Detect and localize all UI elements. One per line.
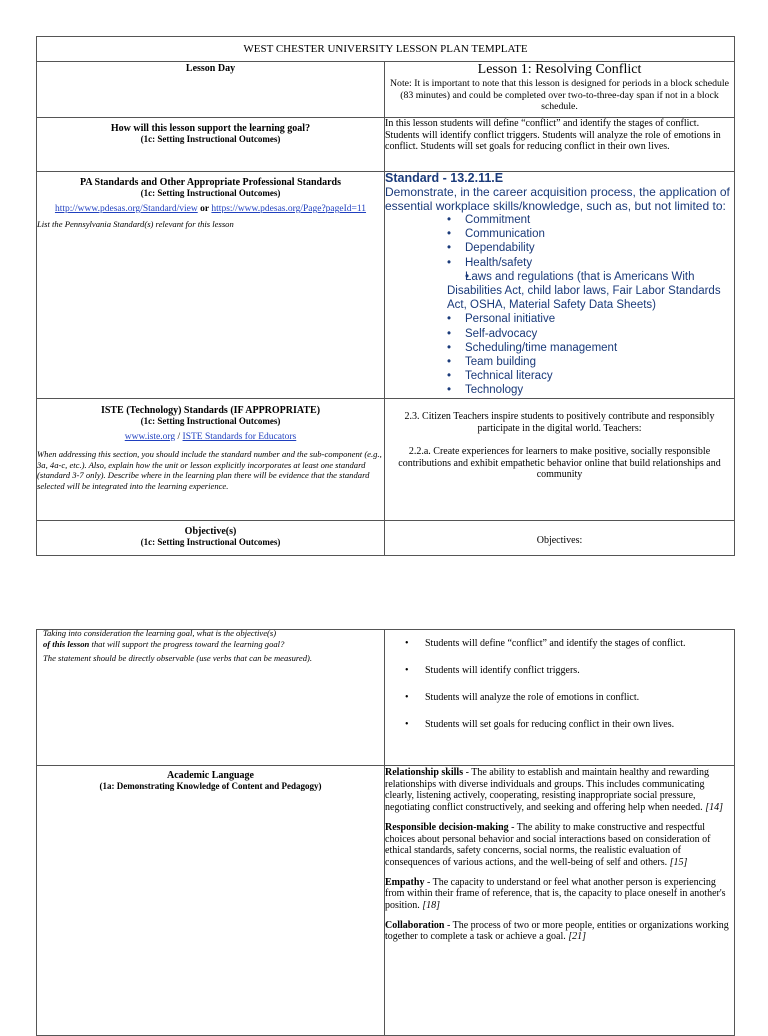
lesson-plan-table-page-2 <box>36 629 735 1036</box>
objectives-heading: Objectives: <box>536 535 583 547</box>
pa-standards-label: PA Standards and Other Appropriate Professional Standards <box>80 177 341 188</box>
academic-language-sub: (1a: Demonstrating Knowledge of Content and Pedagogy) <box>99 781 322 791</box>
iste-links <box>37 432 384 443</box>
academic-language-label: Academic Language <box>167 770 254 781</box>
term-name: Collaboration <box>385 919 445 931</box>
table-title: WEST CHESTER UNIVERSITY LESSON PLAN TEMPLATE <box>37 37 735 62</box>
iste-org-link[interactable]: www.iste.org <box>124 432 176 442</box>
standard-description: Demonstrate, in the career acquisition process, the application of essential workplace skills/knowledge, such as, but not limited to: <box>385 185 730 213</box>
workplace-skills-list <box>385 213 734 398</box>
lesson-note: Note: It is important to note that this lesson is designed for periods in a block schedule (83 minutes) and could be completed over two-to-three-day span if not in a block schedule. <box>389 78 730 112</box>
objectives-label-cell <box>37 521 385 556</box>
term-reference: [18] <box>422 900 441 912</box>
term-definition: - The ability to establish and maintain healthy and rewarding relationships with diverse individuals and groups. This includes communicating clearly, listening actively, cooperating, resisting inappropriate social pressure, negotiating conflict constructively, and seeking and offering help when needed. <box>385 767 709 814</box>
pa-standards-sub: (1c: Setting Instructional Outcomes) <box>140 188 281 198</box>
iste-content-cell <box>385 399 735 521</box>
list-item: • Technology <box>465 383 734 397</box>
term-definition: - The process of two or more people, entities or organizations working together to complete a task or achieve a goal. <box>385 919 729 943</box>
pa-standards-label-cell <box>37 172 385 399</box>
objectives-sub: (1c: Setting Instructional Outcomes) <box>140 537 281 547</box>
lesson-title: Lesson 1: Resolving Conflict <box>477 62 642 77</box>
objective-prompt-line-2: that will support the progress toward the learning goal? <box>89 638 285 649</box>
term-relationship-skills <box>385 767 734 814</box>
objective-prompt <box>43 628 378 649</box>
lesson-day-label: Lesson Day <box>185 63 236 74</box>
iste-label: ISTE (Technology) Standards (IF APPROPRIATE) <box>100 405 321 416</box>
iste-note: When addressing this section, you should include the standard number and the sub-component (e.g., 3a, 4a-c, etc.). Also, explain how the unit or lesson explicitly incorporates at least one standard (standard 3-7 only). Describe where in the learning plan there will be evidence that the standard selected will be integrated into the learning experience. <box>37 449 382 491</box>
list-item: • Health/safety <box>465 256 734 270</box>
objective-prompt-measurable: The statement should be directly observable (use verbs that can be measured). <box>43 653 313 663</box>
pdesas-page-link[interactable]: https://www.pdesas.org/Page?pageId=11 <box>211 204 367 214</box>
list-item: • Personal initiative <box>465 312 734 326</box>
list-item: • Commitment <box>465 213 734 227</box>
objective-prompt-line-1: Taking into consideration the learning goal, what is the objective(s) <box>43 628 277 638</box>
or-text: or <box>200 204 210 214</box>
list-item: • Students will identify conflict triggers. <box>405 665 734 677</box>
iste-standards-link[interactable]: ISTE Standards for Educators <box>182 432 297 442</box>
list-item: • Laws and regulations (that is Americans With Disabilities Act, child labor laws, Fair Labor Standards Act, OSHA, Material Safety Data Sheets) <box>447 270 734 313</box>
objectives-list <box>385 630 734 731</box>
learning-goal-sub: (1c: Setting Instructional Outcomes) <box>140 134 281 144</box>
pa-standards-note: List the Pennsylvania Standard(s) relevant for this lesson <box>37 219 234 229</box>
standard-title: Standard - 13.2.11.E <box>385 171 504 185</box>
learning-goal-label-cell <box>37 118 385 172</box>
iste-label-cell <box>37 399 385 521</box>
list-item: • Scheduling/time management <box>465 341 734 355</box>
list-item: • Self-advocacy <box>465 327 734 341</box>
term-definition: - The capacity to understand or feel what another person is experiencing from within their frame of reference, that is, the capacity to place oneself in another's position. <box>385 876 726 912</box>
list-item: • Team building <box>465 355 734 369</box>
objectives-list-cell <box>385 630 735 766</box>
academic-language-label-cell <box>37 766 385 1036</box>
objective-prompt-bold: of this lesson <box>43 638 90 649</box>
academic-language-content-cell <box>385 766 735 1036</box>
lesson-day-content-cell <box>385 62 735 118</box>
term-name: Responsible decision-making <box>385 821 509 833</box>
term-reference: [14] <box>705 802 723 814</box>
learning-goal-content: In this lesson students will define “conflict” and identify the stages of conflict. Students will identify conflict triggers. Students will analyze the role of emotions in conflict. Students will set goals for reducing conflict in their own lives. <box>385 118 735 172</box>
list-item: • Technical literacy <box>465 369 734 383</box>
learning-goal-label: How will this lesson support the learning goal? <box>110 123 311 134</box>
objectives-label: Objective(s) <box>184 526 237 537</box>
pa-standards-links <box>37 204 384 215</box>
iste-standard-2-3: 2.3. Citizen Teachers inspire students to positively contribute and responsibly participate in the digital world. Teachers: <box>404 411 715 434</box>
list-item: • Communication <box>465 227 734 241</box>
list-item: • Dependability <box>465 241 734 255</box>
objectives-content-cell <box>385 521 735 556</box>
term-name: Empathy <box>385 876 425 888</box>
list-item: • Students will define “conflict” and identify the stages of conflict. <box>405 638 734 650</box>
term-reference: [15] <box>669 856 688 868</box>
list-item: • Students will analyze the role of emotions in conflict. <box>405 692 734 704</box>
list-item: • Students will set goals for reducing conflict in their own lives. <box>405 719 734 731</box>
pdesas-standard-link[interactable]: http://www.pdesas.org/Standard/view <box>54 204 198 214</box>
term-collaboration <box>385 920 734 943</box>
iste-sub: (1c: Setting Instructional Outcomes) <box>140 416 281 426</box>
iste-standard-2-2a: 2.2.a. Create experiences for learners to make positive, socially responsible contributions and exhibit empathetic behavior online that build relationships and community <box>398 446 721 480</box>
lesson-day-label-cell <box>37 62 385 118</box>
term-definition: - The ability to make constructive and respectful choices about personal behavior and social interactions based on consideration of ethical standards, safety concerns, social norms, the realistic evaluation of consequences of various actions, and the well-being of self and others. <box>385 821 711 868</box>
term-reference: [21] <box>568 931 587 943</box>
term-name: Relationship skills <box>385 767 464 778</box>
separator: / <box>177 432 181 442</box>
term-responsible-decision-making <box>385 822 734 869</box>
pa-standards-content-cell <box>385 172 735 399</box>
term-empathy <box>385 877 734 912</box>
objective-prompt-cell <box>37 630 385 766</box>
lesson-plan-table-page-1 <box>36 36 735 556</box>
